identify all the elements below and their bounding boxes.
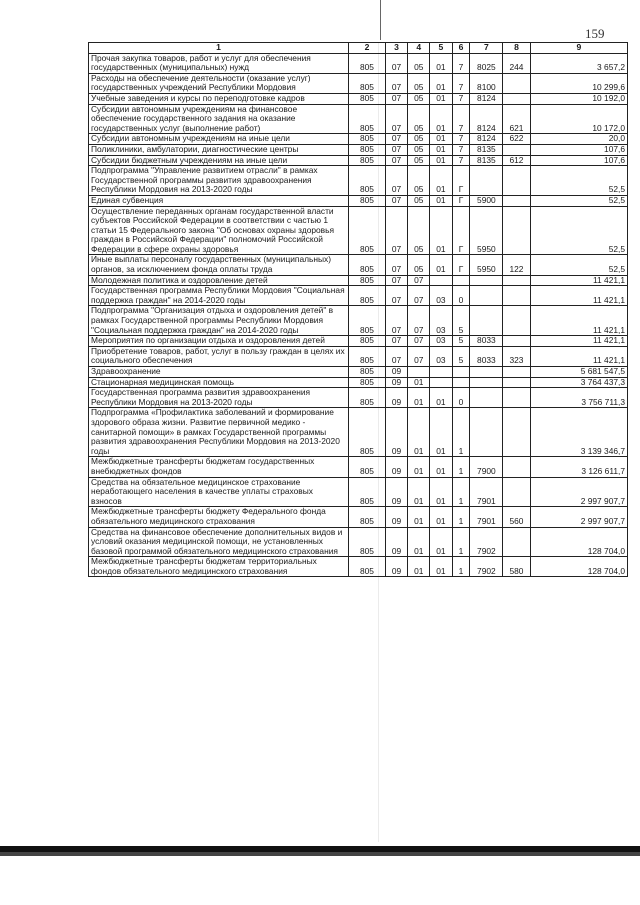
table-row [89,388,628,408]
program-code: 01 [430,93,452,104]
header-cell: 1 [89,43,349,54]
item-name: Субсидии автономным учреждениям на иные цели [89,134,349,145]
target-code: 8025 [470,53,503,73]
subsection-code: 05 [408,134,430,145]
subsection-code: 05 [408,166,430,196]
subsection-code: 07 [408,336,430,347]
budget-code: 805 [348,144,385,155]
table-row [89,93,628,104]
subsection-code: 07 [408,275,430,286]
program-code: 03 [430,286,452,306]
budget-code: 805 [348,408,385,457]
item-name: Субсидии автономным учреждениям на финансовое обеспечение государственного задания на оказание государственных услуг (выполнение работ) [89,104,349,134]
subsection-code: 05 [408,206,430,255]
target-code: 8135 [470,144,503,155]
table-row [89,408,628,457]
subprogram-code: 0 [452,286,470,306]
target-code: 7901 [470,477,503,507]
amount: 3 139 346,7 [530,408,627,457]
subsection-code: 05 [408,195,430,206]
target-code: 8033 [470,336,503,347]
subsection-code [408,367,430,378]
table-row [89,73,628,93]
program-code: 01 [430,73,452,93]
table-row [89,477,628,507]
page-number: 159 [585,26,605,41]
amount: 3 657,2 [530,53,627,73]
expense-type-code: 560 [503,507,530,527]
header-cell: 4 [408,43,430,54]
page-fold-shadow [378,42,379,842]
section-code: 07 [385,73,407,93]
section-code: 07 [385,336,407,347]
budget-code: 805 [348,557,385,577]
section-code: 07 [385,306,407,336]
subsection-code: 07 [408,306,430,336]
expense-type-code [503,73,530,93]
target-code [470,377,503,388]
table-row [89,377,628,388]
target-code [470,367,503,378]
budget-code: 805 [348,477,385,507]
table-row [89,557,628,577]
subprogram-code: 7 [452,73,470,93]
budget-code: 805 [348,255,385,275]
subsection-code: 07 [408,286,430,306]
program-code [430,275,452,286]
header-cell: 5 [430,43,452,54]
section-code: 07 [385,155,407,166]
target-code [470,388,503,408]
section-code: 09 [385,367,407,378]
table-row [89,166,628,196]
subprogram-code: 1 [452,557,470,577]
item-name: Мероприятия по организации отдыха и оздоровления детей [89,336,349,347]
subsection-code: 01 [408,377,430,388]
amount: 5 681 547,5 [530,367,627,378]
amount: 11 421,1 [530,336,627,347]
budget-code: 805 [348,166,385,196]
amount: 128 704,0 [530,557,627,577]
item-name: Межбюджетные трансферты бюджету Федерального фонда обязательного медицинского страхования [89,507,349,527]
section-code: 07 [385,195,407,206]
program-code: 01 [430,557,452,577]
program-code: 01 [430,144,452,155]
expense-type-code [503,477,530,507]
section-code: 09 [385,477,407,507]
section-code: 07 [385,93,407,104]
target-code: 7902 [470,557,503,577]
section-code: 07 [385,206,407,255]
budget-code: 805 [348,195,385,206]
table-row [89,155,628,166]
program-code: 01 [430,408,452,457]
amount: 107,6 [530,155,627,166]
program-code: 01 [430,206,452,255]
program-code: 01 [430,507,452,527]
subprogram-code: 5 [452,336,470,347]
amount: 3 126 611,7 [530,457,627,477]
budget-code: 805 [348,155,385,166]
expense-type-code [503,93,530,104]
subprogram-code: 1 [452,477,470,507]
budget-code: 805 [348,336,385,347]
section-code: 07 [385,286,407,306]
table-row [89,255,628,275]
amount: 10 299,6 [530,73,627,93]
item-name: Подпрограмма «Профилактика заболеваний и формирование здорового образа жизни. Развитие первичной медико - санитарной помощи» в рамках Государственной программы развития здравоохранения Республики Мордовия на 2013-2020 годы [89,408,349,457]
expense-type-code [503,408,530,457]
budget-code: 805 [348,457,385,477]
item-name: Субсидии бюджетным учреждениям на иные цели [89,155,349,166]
program-code: 01 [430,104,452,134]
section-code: 07 [385,166,407,196]
program-code: 01 [430,388,452,408]
subsection-code: 01 [408,557,430,577]
subprogram-code: 1 [452,527,470,557]
item-name: Учебные заведения и курсы по переподготовке кадров [89,93,349,104]
target-code: 8124 [470,104,503,134]
subprogram-code: 1 [452,457,470,477]
amount: 11 421,1 [530,275,627,286]
amount: 107,6 [530,144,627,155]
section-code: 07 [385,53,407,73]
table-row [89,134,628,145]
header-cell: 3 [385,43,407,54]
expense-type-code [503,206,530,255]
item-name: Подпрограмма "Организация отдыха и оздоровления детей" в рамках Государственной программы Республики Мордовия "Социальная поддержка граждан" на 2014-2020 годы [89,306,349,336]
budget-code: 805 [348,306,385,336]
item-name: Средства на финансовое обеспечение дополнительных видов и условий оказания медицинской помощи, не установленных базовой программой обязательного медицинского страхования [89,527,349,557]
section-code: 09 [385,457,407,477]
section-code: 07 [385,144,407,155]
program-code: 01 [430,155,452,166]
amount: 11 421,1 [530,346,627,366]
expense-type-code [503,388,530,408]
budget-code: 805 [348,388,385,408]
section-code: 09 [385,408,407,457]
target-code: 7901 [470,507,503,527]
section-code: 09 [385,557,407,577]
subsection-code: 01 [408,388,430,408]
program-code: 01 [430,53,452,73]
target-code: 8135 [470,155,503,166]
subprogram-code: 7 [452,93,470,104]
table-row [89,367,628,378]
subprogram-code: 0 [452,388,470,408]
target-code: 8100 [470,73,503,93]
header-cell: 8 [503,43,530,54]
expense-type-code [503,144,530,155]
expense-type-code: 621 [503,104,530,134]
table-row [89,144,628,155]
expense-type-code [503,367,530,378]
section-code: 07 [385,134,407,145]
subprogram-code: Г [452,255,470,275]
subprogram-code: 7 [452,155,470,166]
budget-code: 805 [348,286,385,306]
section-code: 07 [385,275,407,286]
amount: 10 172,0 [530,104,627,134]
expense-type-code: 580 [503,557,530,577]
budget-code: 805 [348,134,385,145]
item-name: Молодежная политика и оздоровление детей [89,275,349,286]
budget-code: 805 [348,93,385,104]
scan-artifact-line [380,0,381,40]
target-code [470,286,503,306]
program-code: 03 [430,346,452,366]
program-code: 01 [430,457,452,477]
item-name: Расходы на обеспечение деятельности (оказание услуг) государственных учреждений Республики Мордовия [89,73,349,93]
section-code: 09 [385,377,407,388]
section-code: 09 [385,527,407,557]
header-row [89,43,628,54]
table-row [89,346,628,366]
budget-code: 805 [348,104,385,134]
budget-code: 805 [348,377,385,388]
table-row [89,53,628,73]
header-cell: 6 [452,43,470,54]
program-code: 01 [430,134,452,145]
budget-code: 805 [348,53,385,73]
amount: 2 997 907,7 [530,477,627,507]
expense-type-code [503,336,530,347]
subprogram-code: 5 [452,306,470,336]
amount: 128 704,0 [530,527,627,557]
program-code [430,367,452,378]
target-code: 8033 [470,346,503,366]
item-name: Иные выплаты персоналу государственных (муниципальных) органов, за исключением фонда оплаты труда [89,255,349,275]
section-code: 09 [385,507,407,527]
table-row [89,286,628,306]
target-code: 5900 [470,195,503,206]
target-code [470,275,503,286]
program-code: 01 [430,477,452,507]
target-code: 8124 [470,134,503,145]
subsection-code: 05 [408,73,430,93]
expense-type-code [503,457,530,477]
subsection-code: 01 [408,457,430,477]
expense-type-code: 244 [503,53,530,73]
section-code: 07 [385,104,407,134]
expense-type-code [503,377,530,388]
budget-code: 805 [348,73,385,93]
budget-code: 805 [348,367,385,378]
table-row [89,507,628,527]
subprogram-code [452,377,470,388]
subprogram-code: 7 [452,104,470,134]
item-name: Межбюджетные трансферты бюджетам территориальных фондов обязательного медицинского страхования [89,557,349,577]
table-row [89,306,628,336]
subprogram-code: 7 [452,134,470,145]
amount: 52,5 [530,195,627,206]
subsection-code: 05 [408,144,430,155]
item-name: Стационарная медицинская помощь [89,377,349,388]
program-code: 03 [430,336,452,347]
header-cell: 7 [470,43,503,54]
subsection-code: 01 [408,477,430,507]
subsection-code: 05 [408,53,430,73]
section-code: 09 [385,388,407,408]
item-name: Государственная программа развития здравоохранения Республики Мордовия на 2013-2020 годы [89,388,349,408]
program-code: 01 [430,166,452,196]
amount: 11 421,1 [530,286,627,306]
subsection-code: 05 [408,93,430,104]
expense-type-code: 612 [503,155,530,166]
section-code: 07 [385,255,407,275]
expense-type-code [503,306,530,336]
item-name: Осуществление переданных органам государственной власти субъектов Российской Федерации в соответствии с частью 1 статьи 15 Федерального закона "Об основах охраны здоровья граждан в Российской Федерации" полномочий Российской Федерации в сфере охраны здоровья [89,206,349,255]
subprogram-code: Г [452,166,470,196]
item-name: Прочая закупка товаров, работ и услуг для обеспечения государственных (муниципальных) нужд [89,53,349,73]
amount: 52,5 [530,166,627,196]
subprogram-code: 1 [452,408,470,457]
expense-type-code [503,275,530,286]
subsection-code: 01 [408,507,430,527]
table-row [89,195,628,206]
budget-table [88,42,628,577]
amount: 3 756 711,3 [530,388,627,408]
subprogram-code: 7 [452,144,470,155]
target-code [470,166,503,196]
subsection-code: 01 [408,527,430,557]
table-row [89,527,628,557]
target-code: 8124 [470,93,503,104]
subsection-code: 05 [408,104,430,134]
item-name: Государственная программа Республики Мордовия "Социальная поддержка граждан" на 2014-2020 годы [89,286,349,306]
target-code: 5950 [470,255,503,275]
subprogram-code: Г [452,195,470,206]
program-code: 01 [430,255,452,275]
table-row [89,275,628,286]
table-row [89,457,628,477]
amount: 10 192,0 [530,93,627,104]
target-code: 5950 [470,206,503,255]
item-name: Межбюджетные трансферты бюджетам государственных внебюджетных фондов [89,457,349,477]
target-code [470,408,503,457]
item-name: Подпрограмма "Управление развитием отрасли" в рамках Государственной программы развития здравоохранения Республики Мордовия на 2013-2020 годы [89,166,349,196]
program-code: 01 [430,195,452,206]
budget-code: 805 [348,527,385,557]
amount: 52,5 [530,206,627,255]
expense-type-code [503,195,530,206]
subsection-code: 07 [408,346,430,366]
expense-type-code: 622 [503,134,530,145]
scan-bottom-edge-shadow [0,852,640,856]
header-cell: 9 [530,43,627,54]
amount: 11 421,1 [530,306,627,336]
target-code: 7900 [470,457,503,477]
expense-type-code: 122 [503,255,530,275]
amount: 2 997 907,7 [530,507,627,527]
item-name: Поликлиники, амбулатории, диагностические центры [89,144,349,155]
table-row [89,104,628,134]
budget-code: 805 [348,275,385,286]
expense-type-code: 323 [503,346,530,366]
target-code: 7902 [470,527,503,557]
subprogram-code: 5 [452,346,470,366]
table-row [89,206,628,255]
expense-type-code [503,166,530,196]
section-code: 07 [385,346,407,366]
budget-code: 805 [348,206,385,255]
subsection-code: 01 [408,408,430,457]
budget-code: 805 [348,346,385,366]
budget-code: 805 [348,507,385,527]
program-code: 03 [430,306,452,336]
subprogram-code [452,367,470,378]
amount: 20,0 [530,134,627,145]
item-name: Здравоохранение [89,367,349,378]
expense-type-code [503,527,530,557]
table-row [89,336,628,347]
subprogram-code: Г [452,206,470,255]
expense-type-code [503,286,530,306]
subprogram-code: 7 [452,53,470,73]
amount: 52,5 [530,255,627,275]
item-name: Приобретение товаров, работ, услуг в пользу граждан в целях их социального обеспечения [89,346,349,366]
item-name: Единая субвенция [89,195,349,206]
program-code [430,377,452,388]
amount: 3 764 437,3 [530,377,627,388]
program-code: 01 [430,527,452,557]
item-name: Средства на обязательное медицинское страхование неработающего населения в качестве уплаты страховых взносов [89,477,349,507]
subprogram-code [452,275,470,286]
target-code [470,306,503,336]
subsection-code: 05 [408,255,430,275]
subsection-code: 05 [408,155,430,166]
subprogram-code: 1 [452,507,470,527]
header-cell: 2 [348,43,385,54]
